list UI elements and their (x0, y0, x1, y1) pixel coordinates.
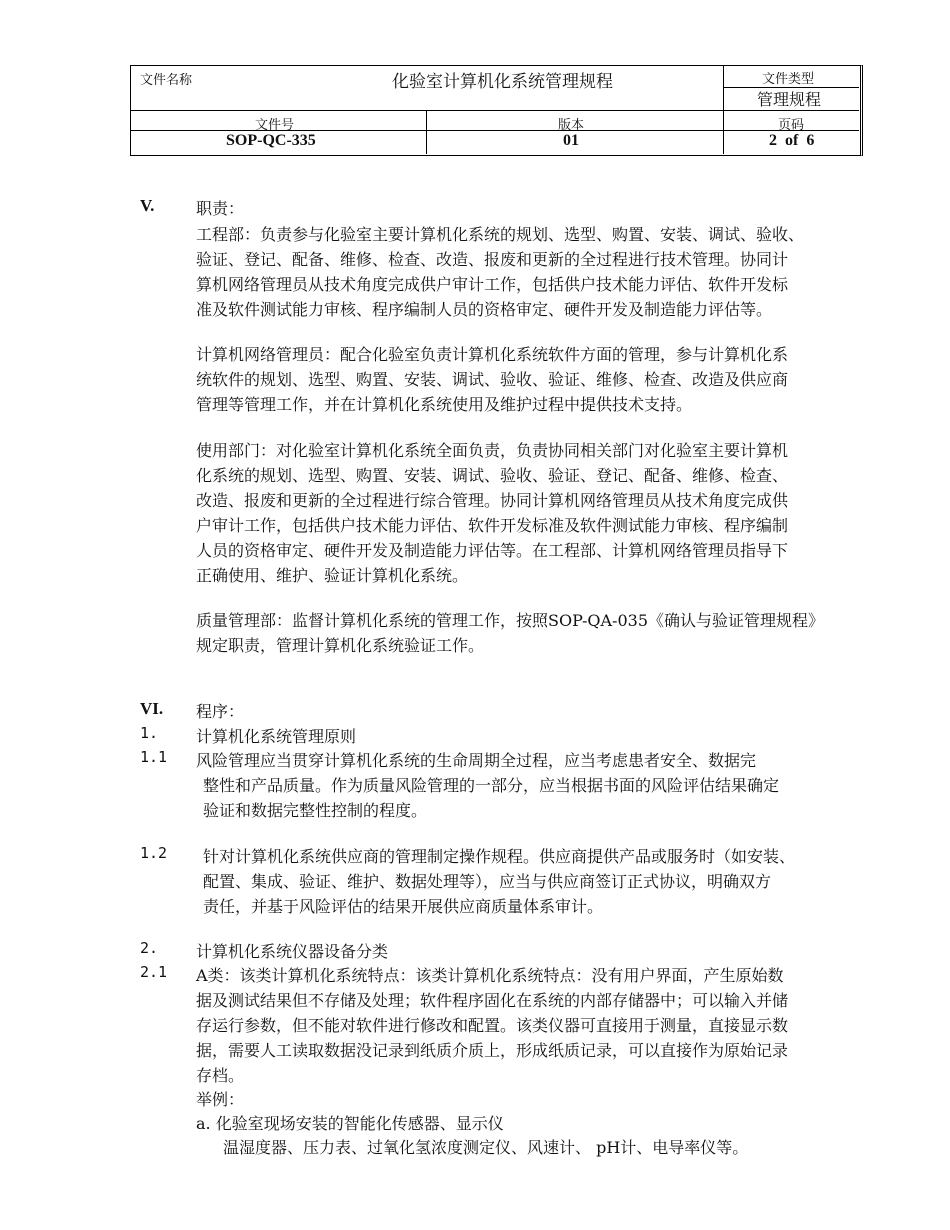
item-title: 计算机化系统管理原则 (196, 727, 357, 746)
paragraph-line: 规定职责，管理计算机化系统验证工作。 (196, 636, 485, 655)
header-divider (723, 65, 724, 154)
paragraph-line: 针对计算机化系统供应商的管理制定操作规程。供应商提供产品或服务时（如安装、 (203, 847, 796, 866)
paragraph-line: 人员的资格审定、硬件开发及制造能力评估等。在工程部、计算机网络管理员指导下 (196, 541, 789, 560)
paragraph-line: A类：该类计算机化系统特点：该类计算机化系统特点：没有用户界面，产生原始数 (196, 966, 784, 985)
paragraph-line: 风险管理应当贯穿计算机化系统的生命周期全过程，应当考虑患者安全、数据完 (196, 751, 757, 770)
header-divider (130, 110, 859, 111)
paragraph-line: 算机网络管理员从技术角度完成供户审计工作，包括供户技术能力评估、软件开发标 (196, 275, 789, 294)
paragraph-line: 管理等管理工作，并在计算机化系统使用及维护过程中提供技术支持。 (196, 395, 693, 414)
item-number: 1.1 (140, 748, 168, 766)
example-detail: 温湿度器、压力表、过氧化氢浓度测定仪、风速计、 pH计、电导率仪等。 (223, 1138, 749, 1157)
paragraph-line: 工程部：负责参与化验室主要计算机化系统的规划、选型、购置、安装、调试、验收、 (196, 225, 805, 244)
paragraph-line: 使用部门：对化验室计算机化系统全面负责，负责协同相关部门对化验室主要计算机 (196, 441, 789, 460)
paragraph-line: 质量管理部：监督计算机化系统的管理工作，按照SOP-QA-035《确认与验证管理规程》 (196, 611, 824, 630)
item-title: 计算机化系统仪器设备分类 (196, 942, 389, 961)
paragraph-line: 据，需要人工读取数据没记录到纸质介质上，形成纸质记录，可以直接作为原始记录 (196, 1041, 789, 1060)
example-label: 举例： (196, 1090, 245, 1109)
document-header-table (130, 65, 861, 155)
paragraph-line: 改造、报废和更新的全过程进行综合管理。协同计算机网络管理员从技术角度完成供 (196, 491, 789, 510)
paragraph-line: 计算机网络管理员：配合化验室负责计算机化系统软件方面的管理，参与计算机化系 (196, 345, 789, 364)
item-number: 2. (140, 939, 159, 957)
paragraph-line: 责任，并基于风险评估的结果开展供应商质量体系审计。 (203, 897, 604, 916)
section-number: V. (140, 196, 155, 215)
paragraph-line: 验证、登记、配备、维修、检查、改造、报废和更新的全过程进行技术管理。协同计 (196, 250, 789, 269)
header-divider (426, 110, 427, 154)
file-name-label: 文件名称 (140, 73, 193, 88)
section-heading: 职责： (196, 199, 245, 218)
section-heading: 程序： (196, 702, 245, 721)
document-title: 化验室计算机化系统管理规程 (392, 72, 613, 92)
item-number: 1.2 (140, 844, 168, 862)
paragraph-line: 化系统的规划、选型、购置、安装、调试、验收、验证、登记、配备、维修、检查、 (196, 466, 789, 485)
paragraph-line: 户审计工作，包括供户技术能力评估、软件开发标准及软件测试能力审核、程序编制 (196, 516, 789, 535)
version-label: 版本 (558, 118, 585, 133)
paragraph-line: 正确使用、维护、验证计算机化系统。 (196, 566, 469, 585)
paragraph-line: 据及测试结果但不存储及处理；软件程序固化在系统的内部存储器中；可以输入并储 (196, 991, 789, 1010)
paragraph-line: 统软件的规划、选型、购置、安装、调试、验收、验证、维修、检查、改造及供应商 (196, 370, 789, 389)
doc-no-label: 文件号 (255, 118, 295, 133)
page-label: 页码 (778, 118, 805, 133)
doc-no-value: SOP-QC-335 (226, 132, 316, 149)
section-number: VI. (140, 699, 164, 718)
page-value: 2 of 6 (769, 132, 815, 149)
version-value: 01 (563, 132, 579, 149)
item-number: 2.1 (140, 963, 168, 981)
paragraph-line: 配置、集成、验证、维护、数据处理等），应当与供应商签订正式协议，明确双方 (203, 872, 772, 891)
file-type-label: 文件类型 (762, 72, 815, 87)
file-type-value: 管理规程 (757, 90, 822, 109)
paragraph-line: 验证和数据完整性控制的程度。 (203, 801, 428, 820)
example-item: a. 化验室现场安装的智能化传感器、显示仪 (196, 1114, 504, 1133)
paragraph-line: 存运行参数，但不能对软件进行修改和配置。该类仪器可直接用于测量，直接显示数 (196, 1016, 789, 1035)
paragraph-line: 存档。 (196, 1066, 245, 1085)
paragraph-line: 整性和产品质量。作为质量风险管理的一部分，应当根据书面的风险评估结果确定 (203, 776, 780, 795)
item-number: 1. (140, 724, 159, 742)
paragraph-line: 准及软件测试能力审核、程序编制人员的资格审定、硬件开发及制造能力评估等。 (196, 300, 773, 319)
header-divider (130, 130, 859, 131)
